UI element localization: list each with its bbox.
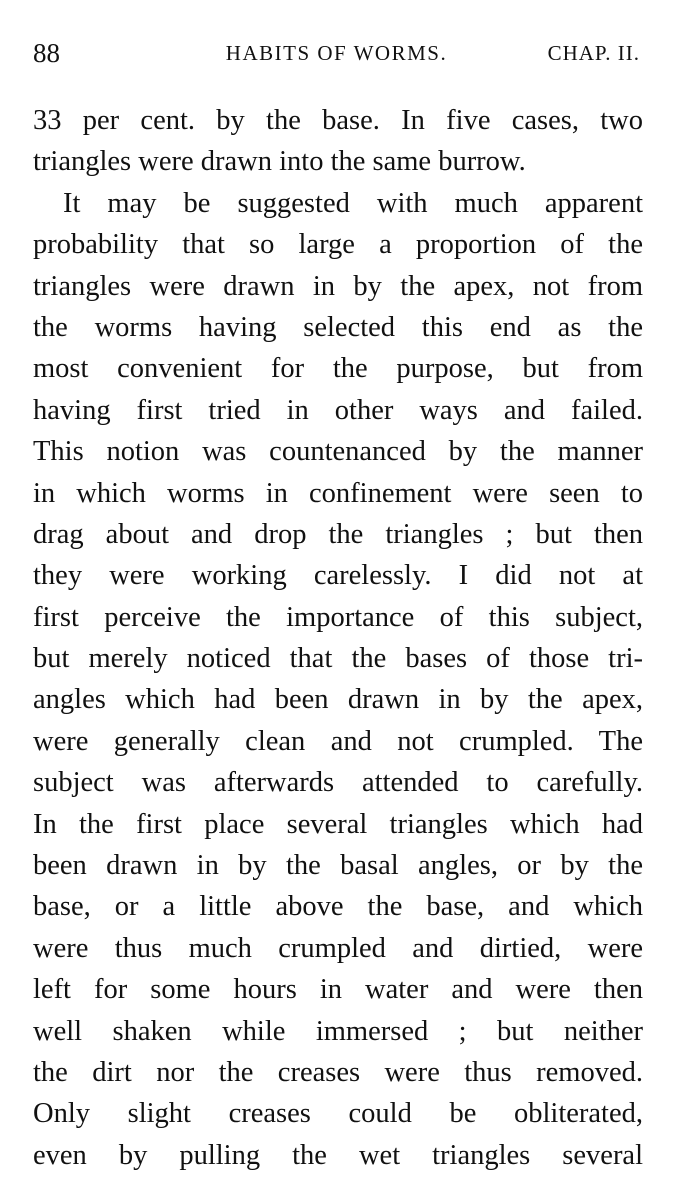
- text-line: subject was afterwards attended to carefully.: [33, 767, 643, 799]
- text-line: base, or a little above the base, and which: [33, 891, 643, 923]
- text-line: probability that so large a proportion of the: [33, 229, 643, 261]
- page-number: 88: [33, 38, 60, 68]
- text-line: but merely noticed that the bases of those tri-: [33, 643, 643, 675]
- text-line: well shaken while immersed ; but neither: [33, 1015, 643, 1047]
- text-line: were generally clean and not crumpled. The: [33, 725, 643, 757]
- text-line: most convenient for the purpose, but from: [33, 353, 643, 385]
- text-line: the dirt nor the creases were thus removed.: [33, 1056, 643, 1088]
- text-line: Only slight creases could be obliterated,: [33, 1098, 643, 1130]
- text-line: were thus much crumpled and dirtied, were: [33, 932, 643, 964]
- text-line: left for some hours in water and were then: [33, 974, 643, 1006]
- text-line: the worms having selected this end as the: [33, 311, 643, 343]
- text-line: in which worms in confinement were seen to: [33, 477, 643, 509]
- text-line: angles which had been drawn in by the apex,: [33, 684, 643, 716]
- text-line: been drawn in by the basal angles, or by the: [33, 850, 643, 882]
- text-line: first perceive the importance of this subject,: [33, 601, 643, 633]
- text-line: they were working carelessly. I did not at: [33, 560, 643, 592]
- running-head: [33, 38, 640, 72]
- text-line: even by pulling the wet triangles several: [33, 1139, 643, 1171]
- text-line: This notion was countenanced by the manner: [33, 436, 643, 468]
- text-line: having first tried in other ways and failed.: [33, 394, 643, 426]
- text-line: In the first place several triangles which had: [33, 808, 643, 840]
- text-line: drag about and drop the triangles ; but then: [33, 518, 643, 550]
- text-line: 33 per cent. by the base. In five cases, two: [33, 105, 643, 136]
- chapter-label: CHAP. II.: [547, 41, 640, 65]
- body-text: [33, 100, 643, 1176]
- text-line: triangles were drawn in by the apex, not from: [33, 270, 643, 302]
- text-line: triangles were drawn into the same burrow.: [33, 146, 526, 178]
- text-line: It may be suggested with much apparent: [63, 187, 643, 219]
- running-title: HABITS OF WORMS.: [225, 41, 448, 65]
